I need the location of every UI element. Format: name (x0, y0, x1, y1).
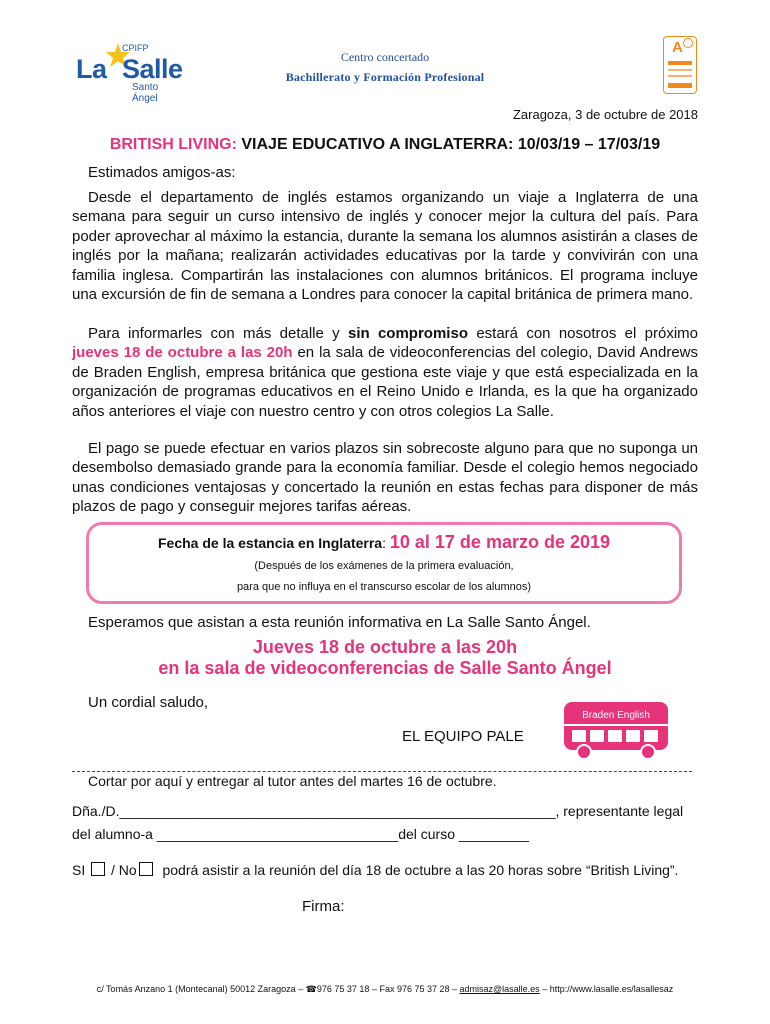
header-line-2: Bachillerato y Formación Profesional (285, 70, 485, 84)
p2-text-e: en la sala de videoconferencias del colegio, David Andrews de Braden English, empresa británica que gestiona este viaje y que está especializada en la organización de programas educativos en el Reino Unido e Irlanda, es la que ha organizado años anteriores el viaje con nuestro centro y con otros colegios La Salle. (72, 344, 698, 420)
stay-dates-line (86, 532, 682, 553)
letter-date: Zaragoza, 3 de octubre de 2018 (512, 107, 698, 122)
si-checkbox[interactable] (91, 862, 105, 876)
meeting-line-1: Jueves 18 de octubre a las 20h (252, 637, 518, 657)
badge-stripe (668, 61, 692, 65)
title-rest: VIAJE EDUCATIVO A INGLATERRA: 10/03/19 – 17/03/19 (236, 136, 661, 153)
greeting: Estimados amigos-as: (88, 164, 236, 181)
badge-stripe (668, 83, 692, 88)
logo-name-salle: Salle (122, 54, 183, 84)
stay-dates-label: Fecha de la estancia en Inglaterra (157, 535, 383, 551)
form-name-line: Dña./D.________________________________________________________, representante legal (72, 803, 684, 819)
logo-name-la: La (76, 54, 107, 84)
closing: Un cordial saludo, (88, 694, 209, 711)
stay-dates-colon: : (382, 535, 386, 551)
cpifp-label: CPIFP (122, 43, 149, 53)
braden-english-bus-icon (560, 700, 672, 762)
paragraph-3: El pago se puede efectuar en varios plazos sin sobrecoste alguno para que no suponga un desembolso demasiado grande para la economía familiar. Desde el colegio hemos negociado unas condiciones ventajosas y concertado la reunión en estas fechas para disponer de más plazos de pago y conseguir mejores tarifas aéreas. (72, 440, 698, 516)
stay-note-2: para que no influya en el transcurso escolar de los alumnos) (236, 581, 532, 593)
stay-note-1: (Después de los exámenes de la primera evaluación, (254, 560, 514, 572)
meeting-line-2: en la sala de videoconferencias de Salle Santo Ángel (158, 658, 612, 678)
logo-subtitle: Santo Ángel (132, 82, 159, 104)
p2-text-a: Para informarles con más detalle y (88, 325, 348, 342)
footer-website: – http://www.lasalle.es/lasallesaz (539, 984, 674, 994)
title-highlight: BRITISH LIVING: (109, 136, 237, 153)
stay-dates-value: 10 al 17 de marzo de 2019 (389, 532, 611, 552)
header-line-1: Centro concertado (340, 50, 430, 64)
footer-address: c/ Tomás Anzano 1 (Montecanal) 50012 Zaragoza – ☎976 75 37 18 – Fax 976 75 37 28 – (96, 984, 460, 994)
firma-label: Firma: (302, 898, 345, 915)
p2-meeting-date: jueves 18 de octubre a las 20h (72, 344, 293, 362)
form-attend-line (72, 862, 678, 878)
no-label: / No (111, 862, 137, 878)
p2-bold: sin compromiso (347, 325, 468, 342)
paragraph-1: Desde el departamento de inglés estamos organizando un viaje a Inglaterra de una semana para seguir un curso intensivo de inglés y conocer mejor la cultura del país. Para poder aprovechar al máximo la estancia, durante la semana los alumnos asistirán a clases de inglés por la mañana; realizarán actividades educativas por la tarde y convivirán con una familia inglesa. Compartirán las instalaciones con alumnos británicos. El programa incluye una excursión de fin de semana a Londres para conocer la capital británica de primera mano. (72, 189, 698, 304)
form-student-line: del alumno-a _______________________________del curso _________ (72, 826, 529, 842)
page-title (0, 136, 770, 154)
badge-stripe (668, 75, 692, 77)
si-label: SI (72, 862, 86, 878)
badge-plus-icon (683, 38, 693, 48)
footer (0, 984, 770, 995)
cut-line (72, 771, 692, 772)
badge-stripe (668, 69, 692, 71)
signature: EL EQUIPO PALE (402, 728, 524, 745)
p2-text-c: estará con nosotros el próximo (468, 325, 698, 342)
no-checkbox[interactable] (139, 862, 153, 876)
badge-letter: A (672, 39, 683, 56)
attend-text: podrá asistir a la reunión del día 18 de octubre a las 20 horas sobre “British Living”. (162, 862, 679, 878)
footer-email-link[interactable]: admisaz@lasalle.es (459, 984, 540, 994)
cut-instruction: Cortar por aquí y entregar al tutor antes del martes 16 de octubre. (88, 773, 497, 789)
paragraph-2 (72, 324, 698, 421)
quality-badge (663, 36, 697, 94)
bus-logo-text: Braden English (582, 710, 650, 721)
expect-text: Esperamos que asistan a esta reunión informativa en La Salle Santo Ángel. (88, 614, 591, 631)
